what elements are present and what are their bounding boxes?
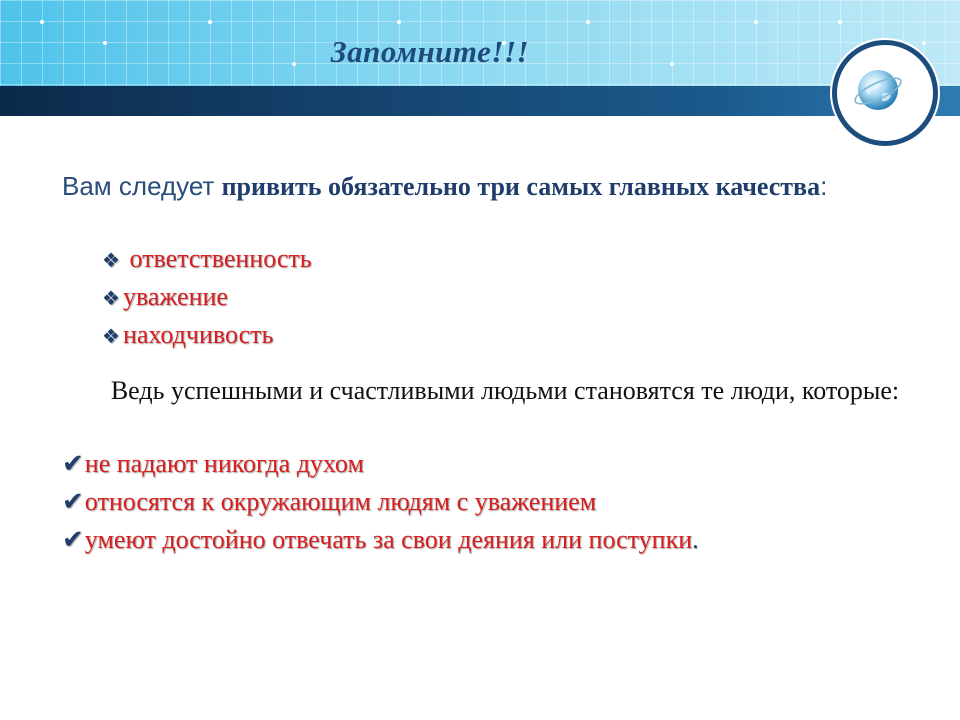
sparkle-dot: [397, 20, 401, 24]
trait-item: [62, 449, 364, 479]
sparkle-dot: [922, 41, 926, 45]
quality-text: ответственность: [129, 244, 312, 273]
trait-final-period: .: [692, 525, 699, 554]
trait-text: умеют достойно отвечать за свои деяния или поступки: [84, 525, 693, 554]
sparkle-dot: [586, 20, 590, 24]
trait-item: [62, 487, 596, 517]
checkmark-icon: ✔: [62, 487, 84, 516]
slide-title: Запомните!!!: [330, 34, 530, 69]
intro-colon: :: [820, 171, 828, 201]
trait-text: не падают никогда духом: [84, 449, 364, 478]
diamond-bullet-icon: ❖: [102, 288, 120, 310]
sparkle-dot: [838, 20, 842, 24]
diamond-bullet-icon: ❖: [102, 326, 120, 348]
globe-icon: [852, 64, 904, 116]
intro-lead: Вам следует: [62, 171, 222, 201]
intro-emphasis: привить обязательно три самых главных качества: [221, 172, 821, 201]
trait-item: [62, 525, 699, 555]
sparkle-dot: [754, 20, 758, 24]
checkmark-icon: ✔: [62, 449, 84, 478]
quality-text: уважение: [122, 282, 228, 311]
header-navy-bar: [0, 86, 960, 116]
sparkle-dot: [208, 20, 212, 24]
quality-item: [102, 244, 312, 274]
intro-text: [62, 168, 862, 205]
checkmark-icon: ✔: [62, 525, 84, 554]
quality-item: [102, 282, 228, 312]
sparkle-dot: [40, 20, 44, 24]
trait-text: относятся к окружающим людям с уважением: [84, 487, 597, 516]
diamond-bullet-icon: ❖: [102, 250, 120, 272]
quality-text: находчивость: [122, 320, 274, 349]
quality-item: [102, 320, 273, 350]
statement-text: Ведь успешными и счастливыми людьми становятся те люди, которые:: [110, 376, 900, 405]
